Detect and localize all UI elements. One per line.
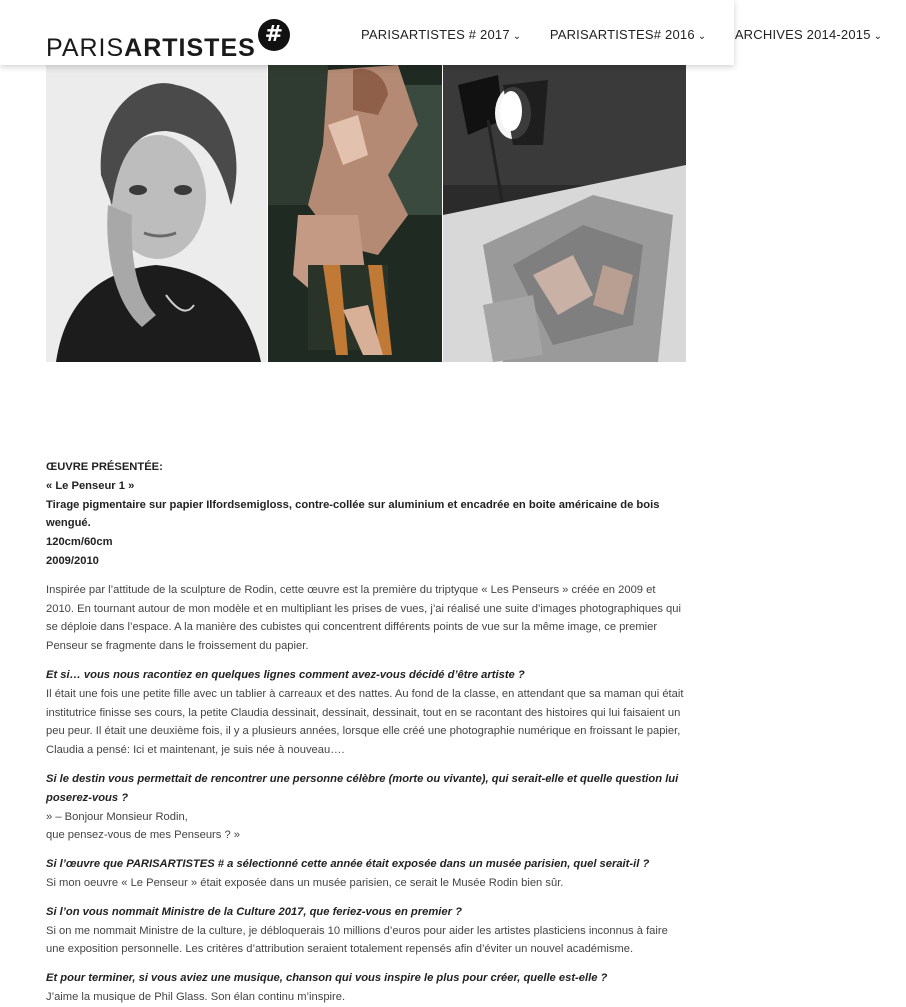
nav-label: PARISARTISTES# 2016 bbox=[549, 27, 695, 42]
answer-2-line-1: » – Bonjour Monsieur Rodin, bbox=[46, 810, 188, 823]
answer-2-line-2: que pensez-vous de mes Penseurs ? » bbox=[46, 829, 241, 842]
photo-gallery bbox=[46, 65, 686, 362]
work-year: 2009/2010 bbox=[46, 554, 99, 567]
work-heading: ŒUVRE PRÉSENTÉE: bbox=[46, 461, 163, 473]
question-1: Et si… vous nous racontiez en quelques lignes comment avez-vous décidé d’être artiste ? bbox=[46, 668, 525, 681]
chevron-down-icon: ⌄ bbox=[873, 31, 883, 42]
logo-text-bold: ARTISTES bbox=[124, 34, 256, 62]
work-details bbox=[46, 458, 686, 571]
nav-label: PARISARTISTES # 2017 bbox=[361, 27, 510, 42]
logo-text-thin: PARIS bbox=[46, 34, 125, 62]
answer-3: Si mon oeuvre « Le Penseur » était exposée dans un musée parisien, ce serait le Musée Rodin bien sûr. bbox=[46, 876, 564, 889]
studio-installation-image bbox=[443, 65, 686, 362]
intro-paragraph: Inspirée par l’attitude de la sculpture de Rodin, cette œuvre est la première du triptyque « Les Penseurs » créée en 2009 et 2010. En tournant autour de mon modèle et en multipliant les prises de vues, j’ai réalisé une suite d’images photographiques qui se déploie dans l’espace. A la manière des cubistes qui concentrent différents points de vue sur la même image, ce premier Penseur se fragmente dans le froissement du papier. bbox=[46, 583, 681, 653]
hash-badge-icon: # bbox=[258, 19, 290, 51]
work-title: « Le Penseur 1 » bbox=[46, 479, 135, 492]
work-size: 120cm/60cm bbox=[46, 536, 113, 549]
question-3: Si l’œuvre que PARISARTISTES # a sélectionné cette année était exposée dans un musée parisien, quel serait-il ? bbox=[46, 858, 650, 871]
chevron-down-icon: ⌄ bbox=[512, 31, 522, 42]
artwork-le-penseur-image bbox=[268, 65, 442, 362]
artist-portrait-image bbox=[46, 65, 267, 362]
article-content bbox=[46, 458, 686, 1007]
nav-item-2017[interactable] bbox=[361, 27, 521, 42]
nav-item-archives[interactable] bbox=[735, 27, 882, 42]
answer-4: Si on me nommait Ministre de la culture, je débloquerais 10 millions d’euros pour aider les artistes plasticiens inconnus à faire une exposition personnelle. Les critères d’attribution seraient totalement repensés afin d’éviter un nouvel académisme. bbox=[46, 924, 668, 956]
question-5: Et pour terminer, si vous aviez une musique, chanson qui vous inspire le plus pour créer, quelle est-elle ? bbox=[46, 972, 608, 985]
answer-5: J’aime la musique de Phil Glass. Son élan continu m’inspire. bbox=[46, 990, 346, 1003]
work-medium: Tirage pigmentaire sur papier Ilfordsemigloss, contre-collée sur aluminium et encadrée en boite américaine de bois wengué. bbox=[46, 498, 660, 530]
logo-text bbox=[46, 36, 256, 61]
question-4: Si l’on vous nommait Ministre de la Culture 2017, que feriez-vous en premier ? bbox=[46, 905, 462, 918]
site-logo[interactable] bbox=[46, 22, 290, 62]
nav-item-2016[interactable] bbox=[550, 27, 707, 42]
nav-label: ARCHIVES 2014-2015 bbox=[734, 27, 871, 42]
chevron-down-icon: ⌄ bbox=[697, 31, 707, 42]
answer-1: Il était une fois une petite fille avec un tablier à carreaux et des nattes. Au fond de la classe, en attendant que sa maman qui était institutrice finisse ses cours, la petite Claudia dessinait, dessinait, dessinait, tout en se racontant des histoires qui lui faisaient un peu peur. Il était une deuxième fois, il y a plusieurs années, lorsque elle créé une photographie numérique en froissant le papier, Claudia a pensé: Ici et maintenant, je suis née à nouveau…. bbox=[46, 687, 684, 757]
main-nav bbox=[361, 26, 906, 44]
question-2: Si le destin vous permettait de rencontrer une personne célèbre (morte ou vivante), qui serait-elle et quelle question lui poserez-vous ? bbox=[46, 772, 679, 804]
site-header bbox=[0, 0, 883, 65]
